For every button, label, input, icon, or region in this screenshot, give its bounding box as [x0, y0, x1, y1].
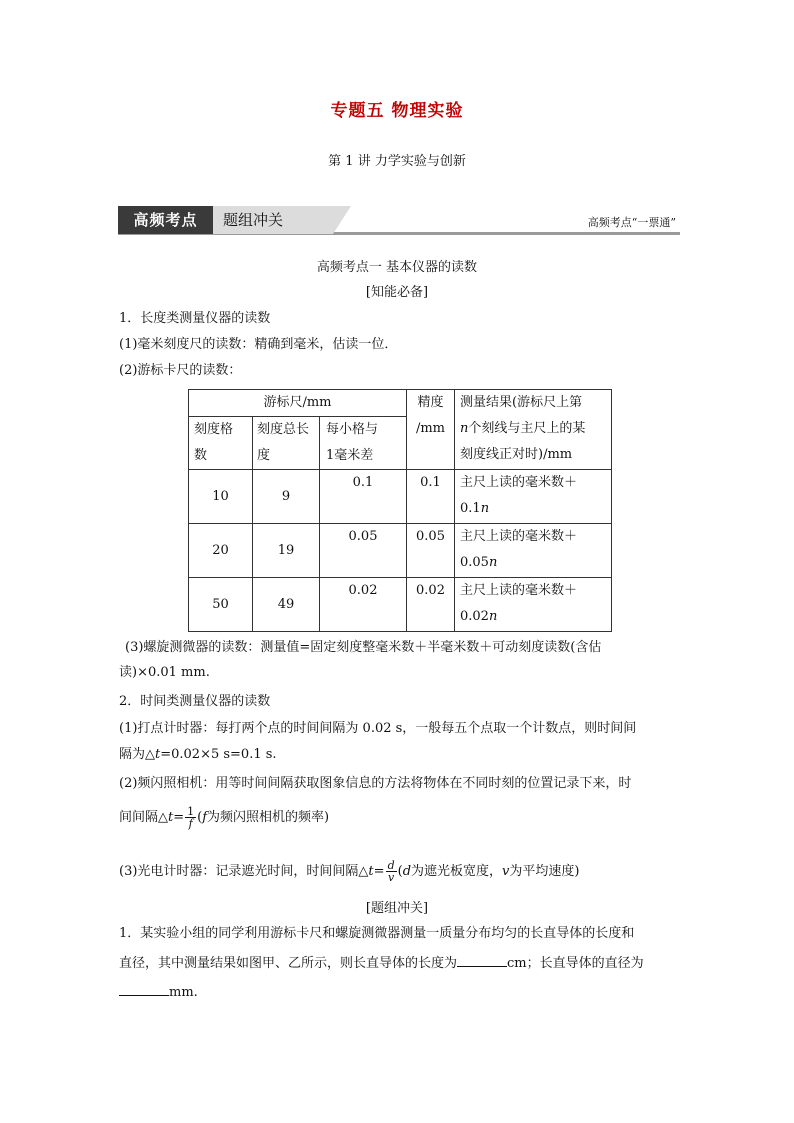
- cell-result-l2: [460, 550, 611, 576]
- fraction-d-over-v: [386, 860, 397, 883]
- section1-heading: 高频考点一 基本仪器的读数: [316, 260, 478, 275]
- header-total-l1: 刻度总长: [257, 422, 310, 437]
- fraction-1-over-f: [185, 806, 196, 829]
- var-t: t: [368, 864, 374, 879]
- lecture-subtitle: 第 1 讲 力学实验与创新: [328, 154, 466, 169]
- table-row: [189, 470, 612, 524]
- cell-result-num: 0.05: [460, 555, 489, 570]
- header-ticks-l2: 数: [194, 448, 208, 463]
- cell-result-num: 0.1: [460, 501, 481, 516]
- text: cm；长直导体的直径为: [507, 956, 644, 971]
- header-result-l2-text: 个刻线与主尺上的某: [468, 421, 586, 436]
- item-2a-line2: [119, 746, 679, 764]
- cell-total: 49: [253, 578, 320, 632]
- equals: =: [173, 810, 185, 825]
- item-1c-line2: 读)×0.01 mm.: [119, 665, 210, 680]
- text: 直径，其中测量结果如图甲、乙所示，则长直导体的长度为: [119, 956, 458, 971]
- text: 为遮光板宽度，: [411, 864, 503, 879]
- header-total-l2: 度: [257, 448, 271, 463]
- item-1: 1．长度类测量仪器的读数: [119, 311, 271, 326]
- text: mm.: [169, 985, 198, 1000]
- header-ticks: [189, 417, 253, 470]
- header-ticks-l1: 刻度格: [194, 422, 234, 437]
- text: 为频闪照相机的频率): [207, 810, 330, 825]
- var-n: n: [488, 555, 498, 570]
- item-1a: (1)毫米刻度尺的读数：精确到毫米，估读一位．: [119, 337, 398, 352]
- cell-ticks: 10: [189, 470, 253, 524]
- denominator: f: [188, 817, 193, 830]
- cell-ticks: 50: [189, 578, 253, 632]
- cell-prec: 0.1: [407, 470, 455, 524]
- denominator: v: [387, 871, 395, 884]
- cell-diff: 0.1: [320, 470, 407, 524]
- item-2b-line2: [119, 806, 679, 829]
- question-1-line1: 1．某实验小组的同学利用游标卡尺和螺旋测微器测量一质量分布均匀的长直导体的长度和: [119, 926, 635, 941]
- cell-result: [455, 524, 612, 578]
- item-1c-line1: (3)螺旋测微器的读数：测量值=固定刻度整毫米数＋半毫米数＋可动刻度读数(含估: [125, 640, 602, 655]
- header-result: [455, 390, 612, 470]
- section2-subheading: [题组冲关]: [365, 901, 429, 916]
- header-result-l3: 刻度线正对时)/mm: [460, 447, 573, 462]
- text: 隔为△: [119, 747, 155, 762]
- table-row: [189, 578, 612, 632]
- header-precision: [407, 390, 455, 470]
- item-2c: [119, 860, 679, 883]
- numerator: 1: [187, 805, 195, 818]
- question-1-line2: [119, 953, 679, 973]
- text: (3)光电计时器：记录遮光时间，时间间隔△: [119, 864, 369, 879]
- header-diff-l1: 每小格与: [326, 422, 379, 437]
- var-n: n: [480, 501, 490, 516]
- text: 为平均速度): [509, 864, 580, 879]
- text: (: [397, 864, 403, 879]
- cell-result: [455, 470, 612, 524]
- item-2b-line1: (2)频闪照相机：用等时间间隔获取图象信息的方法将物体在不同时刻的位置记录下来，时: [119, 776, 632, 791]
- header-result-l2: [460, 416, 611, 442]
- cell-result-l1: 主尺上读的毫米数＋: [460, 529, 578, 544]
- band-right-caption: 高频考点“一票通”: [587, 216, 676, 229]
- cell-ticks: 20: [189, 524, 253, 578]
- page-title: 专题五 物理实验: [330, 101, 464, 121]
- cell-result-num: 0.02: [460, 609, 489, 624]
- var-t: t: [168, 810, 174, 825]
- answer-blank-length[interactable]: [457, 953, 507, 967]
- band-label-light: 题组冲关: [213, 206, 333, 234]
- var-n: n: [460, 421, 469, 436]
- cell-total: 9: [253, 470, 320, 524]
- cell-diff: 0.05: [320, 524, 407, 578]
- header-group: 游标尺/mm: [189, 390, 407, 417]
- header-diff: [320, 417, 407, 470]
- section-band: [118, 203, 680, 237]
- numerator: d: [387, 859, 395, 872]
- band-tail-shape: [333, 206, 351, 234]
- text: =0.02×5 s=0.1 s.: [160, 747, 277, 762]
- var-d: d: [402, 864, 412, 879]
- cell-diff: 0.02: [320, 578, 407, 632]
- text: (: [197, 810, 203, 825]
- cell-result-l1: 主尺上读的毫米数＋: [460, 475, 578, 490]
- var-n: n: [488, 609, 498, 624]
- item-2a-line1: (1)打点计时器：每打两个点的时间间隔为 0.02 s，一般每五个点取一个计数点，则时间间: [119, 721, 637, 736]
- cell-result-l2: [460, 604, 611, 630]
- var-v: v: [502, 864, 510, 879]
- table-row: [189, 524, 612, 578]
- var-t: t: [155, 747, 161, 762]
- question-1-line3: [119, 982, 679, 1002]
- header-precision-l2: /mm: [415, 421, 446, 436]
- header-diff-l2: 1毫米差: [326, 448, 374, 463]
- item-2: 2．时间类测量仪器的读数: [119, 694, 271, 709]
- answer-blank-diameter[interactable]: [119, 982, 169, 996]
- cell-result: [455, 578, 612, 632]
- band-label-dark: 高频考点: [118, 206, 213, 234]
- var-f: f: [202, 810, 208, 825]
- item-1b: (2)游标卡尺的读数：: [119, 363, 242, 378]
- text: 间间隔△: [119, 810, 168, 825]
- section1-subheading: [知能必备]: [365, 285, 429, 300]
- header-result-l1: 测量结果(游标尺上第: [460, 395, 583, 410]
- cell-result-l1: 主尺上读的毫米数＋: [460, 583, 578, 598]
- header-total: [253, 417, 320, 470]
- equals: =: [373, 864, 385, 879]
- cell-prec: 0.02: [407, 578, 455, 632]
- header-precision-l1: 精度: [417, 395, 444, 410]
- cell-total: 19: [253, 524, 320, 578]
- cell-result-l2: [460, 496, 611, 522]
- vernier-table: [188, 389, 612, 632]
- cell-prec: 0.05: [407, 524, 455, 578]
